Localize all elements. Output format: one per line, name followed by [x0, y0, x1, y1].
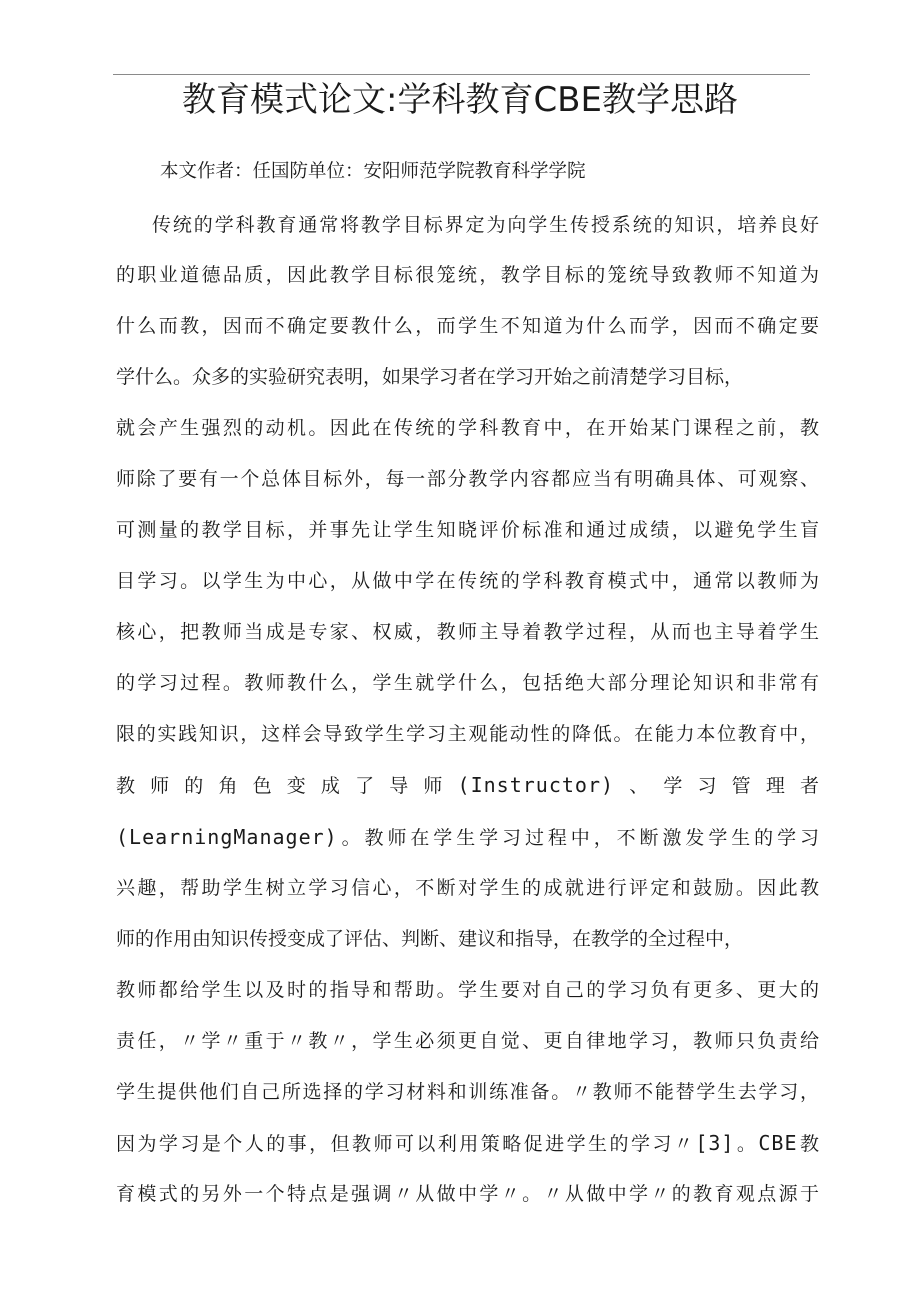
paragraph-line: 教师都给学生以及时的指导和帮助。学生要对自己的学习负有更多、更大的: [116, 979, 819, 1001]
paragraph-line: 的学习过程。教师教什么，学生就学什么，包括绝大部分理论知识和非常有: [116, 672, 819, 694]
paragraph-line: 传统的学科教育通常将教学目标界定为向学生传授系统的知识，培养良好: [152, 214, 819, 236]
paragraph-line: 就会产生强烈的动机。因此在传统的学科教育中，在开始某门课程之前，教: [116, 417, 819, 439]
paragraph-line: 学生提供他们自己所选择的学习材料和训练准备。〃教师不能替学生去学习，: [116, 1081, 819, 1103]
paragraph-line: 兴趣，帮助学生树立学习信心，不断对学生的成就进行评定和鼓励。因此教: [116, 877, 819, 899]
paragraph-line: 学什么。众多的实验研究表明，如果学习者在学习开始之前清楚学习目标，: [116, 366, 744, 388]
paragraph-line: 目学习。以学生为中心，从做中学在传统的学科教育模式中，通常以教师为: [116, 570, 819, 592]
header-rule: [113, 74, 810, 75]
paragraph-line: 限的实践知识，这样会导致学生学习主观能动性的降低。在能力本位教育中，: [116, 723, 819, 745]
paragraph-line: 可测量的教学目标，并事先让学生知晓评价标准和通过成绩，以避免学生盲: [116, 519, 819, 541]
paragraph-line: 育模式的另外一个特点是强调〃从做中学〃。〃从做中学〃的教育观点源于: [116, 1183, 819, 1205]
paragraph-line: 核心，把教师当成是专家、权威，教师主导着教学过程，从而也主导着学生: [116, 621, 819, 643]
paragraph-line: 因为学习是个人的事，但教师可以利用策略促进学生的学习〃[3]。CBE教: [116, 1131, 819, 1155]
paragraph-line: 什么而教，因而不确定要教什么，而学生不知道为什么而学，因而不确定要: [116, 315, 819, 337]
paragraph-line-spaced: 教师的角色变成了导师(Instructor)、学习管理者: [116, 773, 819, 797]
document-title: 教育模式论文:学科教育CBE教学思路: [181, 80, 738, 120]
author-line: 本文作者：任国防单位：安阳师范学院教育科学学院: [160, 161, 586, 182]
paragraph-line: 师的作用由知识传授变成了评估、判断、建议和指导，在教学的全过程中，: [116, 928, 744, 950]
paragraph-line: 的职业道德品质，因此教学目标很笼统，教学目标的笼统导致教师不知道为: [116, 264, 819, 286]
paragraph-line: 师除了要有一个总体目标外，每一部分教学内容都应当有明确具体、可观察、: [116, 468, 819, 490]
paragraph-line: 责任，〃学〃重于〃教〃，学生必须更自觉、更自律地学习，教师只负责给: [116, 1030, 819, 1052]
paragraph-line: (LearningManager)。教师在学生学习过程中，不断激发学生的学习: [116, 825, 819, 849]
